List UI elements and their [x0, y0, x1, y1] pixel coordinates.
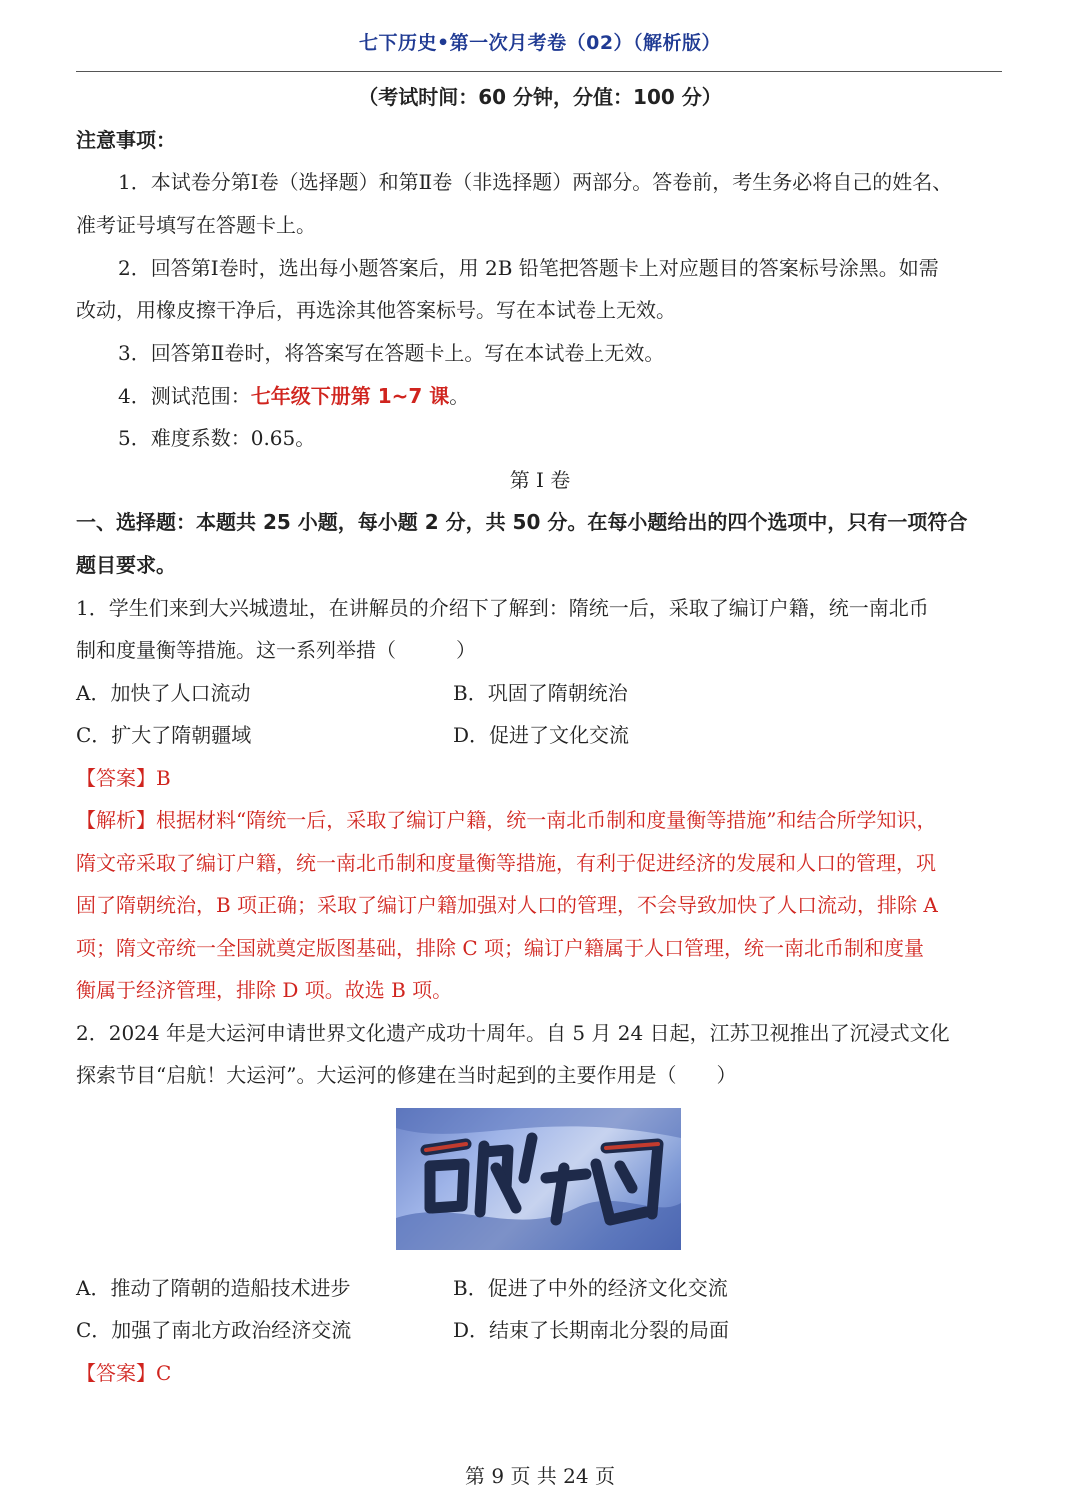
q1-option-d: D．促进了文化交流 [453, 723, 630, 747]
q1-analysis-text-1: 根据材料“隋统一后，采取了编订户籍，统一南北币制和度量衡等措施”和结合所学知识， [156, 808, 937, 832]
q1-analysis-line-3: 固了隋朝统治，B 项正确；采取了编订户籍加强对人口的管理，不会导致加快了人口流动，排除 A [76, 893, 938, 917]
q1-analysis-line-5: 衡属于经济管理，排除 D 项。故选 B 项。 [76, 978, 453, 1002]
q1-option-b: B．巩固了隋朝统治 [453, 681, 628, 705]
q2-option-c: C．加强了南北方政治经济交流 [76, 1318, 352, 1342]
q1-analysis-line-1 [76, 806, 936, 834]
notice-item-3: 3．回答第Ⅱ卷时，将答案写在答题卡上。写在本试卷上无效。 [118, 341, 665, 365]
notice-item-1-line-1: 1．本试卷分第Ⅰ卷（选择题）和第Ⅱ卷（非选择题）两部分。答卷前，考生务必将自己的姓名、 [118, 170, 953, 194]
section-1-heading-line-1: 一、选择题：本题共 25 小题，每小题 2 分，共 50 分。在每小题给出的四个选项中，只有一项符合 [76, 510, 968, 534]
volume-title: 第 I 卷 [509, 468, 571, 492]
document-header-title: 七下历史•第一次月考卷（02）（解析版） [358, 32, 722, 54]
q1-analysis-label: 【解析】 [76, 808, 156, 832]
notice-item-2-line-2: 改动，用橡皮擦干净后，再选涂其他答案标号。写在本试卷上无效。 [76, 298, 676, 322]
q2-stem-line-1: 2．2024 年是大运河申请世界文化遗产成功十周年。自 5 月 24 日起，江苏卫视推出了沉浸式文化 [76, 1021, 950, 1045]
test-range-highlight: 七年级下册第 1~7 课 [250, 384, 450, 408]
page-number-footer: 第 9 页 共 24 页 [465, 1464, 615, 1488]
notice-heading: 注意事项： [76, 128, 176, 152]
notice-item-5: 5．难度系数：0.65。 [118, 426, 316, 450]
header-divider [76, 71, 1002, 72]
q1-answer: 【答案】B [76, 766, 171, 790]
q1-option-c: C．扩大了隋朝疆域 [76, 723, 252, 747]
q1-stem-line-2: 制和度量衡等措施。这一系列举措（ ） [76, 638, 476, 662]
q2-option-a: A．推动了隋朝的造船技术进步 [76, 1276, 351, 1300]
q2-answer: 【答案】C [76, 1361, 172, 1385]
notice-item-1-line-2: 准考证号填写在答题卡上。 [76, 213, 316, 237]
notice-item-4-prefix: 4．测试范围： [118, 384, 251, 408]
q1-option-a: A．加快了人口流动 [76, 681, 251, 705]
q2-stem-line-2: 探索节目“启航！大运河”。大运河的修建在当时起到的主要作用是（ ） [76, 1063, 737, 1087]
q1-stem-line-1: 1．学生们来到大兴城遗址，在讲解员的介绍下了解到：隋统一后，采取了编订户籍，统一南北币 [76, 596, 929, 620]
notice-item-2-line-1: 2．回答第Ⅰ卷时，选出每小题答案后，用 2B 铅笔把答题卡上对应题目的答案标号涂黑。如需 [118, 256, 939, 280]
section-1-heading-line-2: 题目要求。 [76, 553, 176, 577]
notice-item-4-suffix: 。 [449, 384, 470, 408]
notice-item-4 [118, 382, 469, 410]
tv-program-logo-image [396, 1108, 681, 1250]
q1-analysis-line-2: 隋文帝采取了编订户籍，统一南北币制和度量衡等措施，有利于促进经济的发展和人口的管理，巩 [76, 851, 936, 875]
q2-option-b: B．促进了中外的经济文化交流 [453, 1276, 728, 1300]
q2-option-d: D．结束了长期南北分裂的局面 [453, 1318, 730, 1342]
exam-info: （考试时间：60 分钟，分值：100 分） [358, 85, 722, 109]
q1-analysis-line-4: 项；隋文帝统一全国就奠定版图基础，排除 C 项；编订户籍属于人口管理，统一南北币制和度量 [76, 936, 925, 960]
tv-program-logo-graphic [396, 1108, 681, 1250]
